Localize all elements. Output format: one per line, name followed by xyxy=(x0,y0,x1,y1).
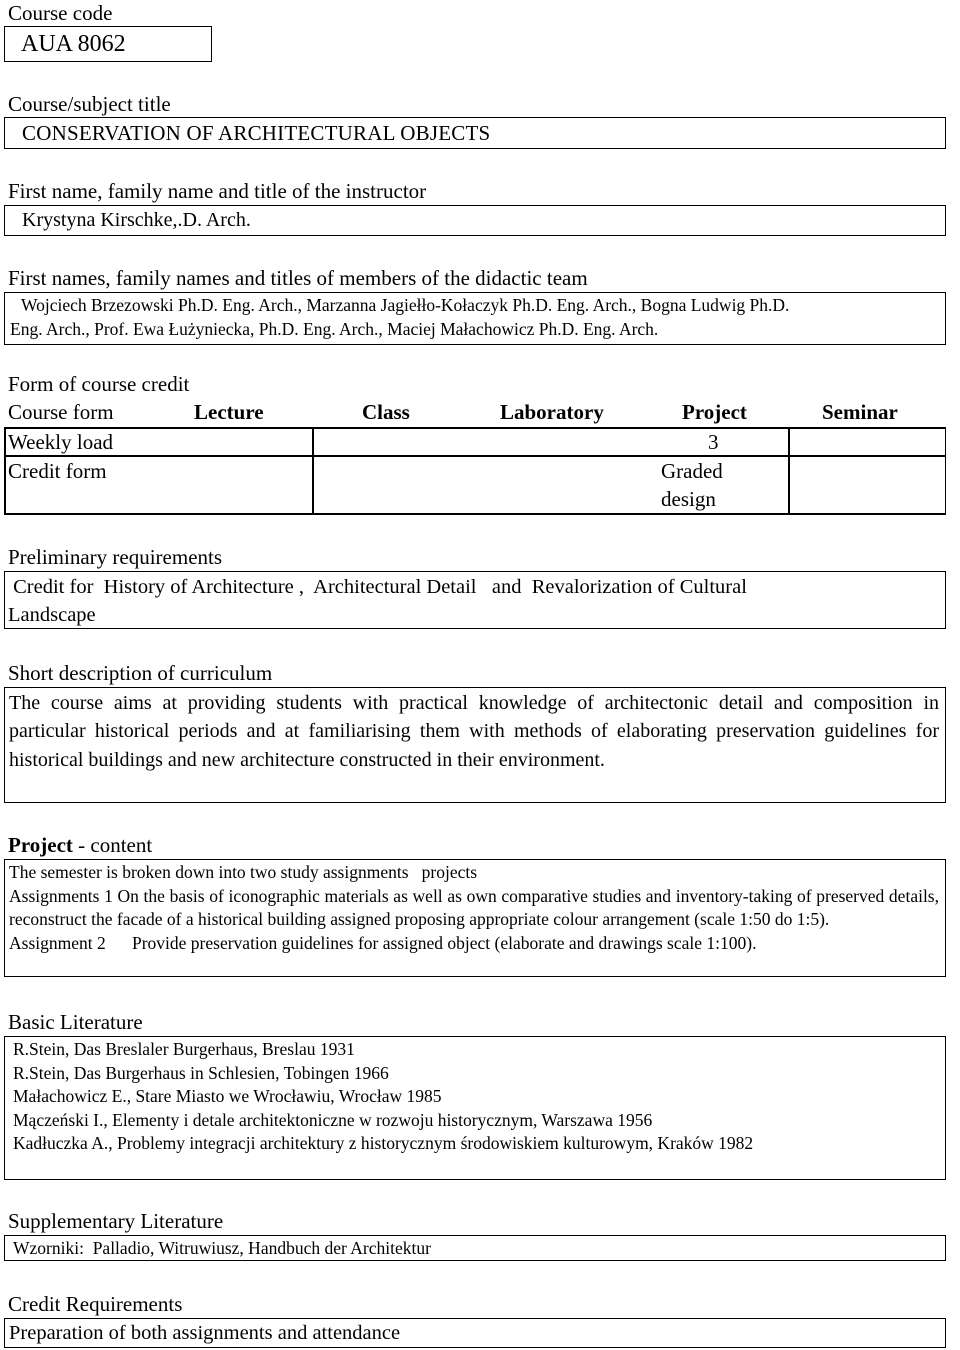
course-form-table xyxy=(0,398,960,515)
basic-lit-item-5: Kadłuczka A., Problemy integracji architektury z historycznym środowiskiem kulturowym, Kraków 1982 xyxy=(13,1133,754,1153)
laboratory-header: Laboratory xyxy=(500,400,604,424)
team-line-2: Eng. Arch., Prof. Ewa Łużyniecka, Ph.D. Eng. Arch., Maciej Małachowicz Ph.D. Eng. Arch. xyxy=(10,319,659,339)
supp-lit-label: Supplementary Literature xyxy=(8,1209,224,1233)
curriculum-label: Short description of curriculum xyxy=(8,661,273,685)
basic-lit-label: Basic Literature xyxy=(8,1010,143,1034)
table-line xyxy=(4,455,946,457)
credit-req-box xyxy=(4,1318,946,1348)
basic-lit-item-2: R.Stein, Das Burgerhaus in Schlesien, Tobingen 1966 xyxy=(13,1062,389,1083)
team-box xyxy=(4,292,946,345)
project-content-label-bold: Project xyxy=(8,833,73,857)
course-code-box xyxy=(4,26,212,62)
class-header: Class xyxy=(362,400,410,424)
curriculum-text: The course aims at providing students with practical knowledge of architectonic detail and composition in particular historical periods and at familiarising them with methods of elaborating preservation guidelines for historical buildings and new architecture constructed in their environment. xyxy=(9,692,939,771)
course-form-header: Course form xyxy=(8,400,114,424)
course-title-value: CONSERVATION OF ARCHITECTURAL OBJECTS xyxy=(22,121,491,145)
curriculum-box xyxy=(4,687,946,803)
credit-form-row-label: Credit form xyxy=(8,459,107,483)
basic-lit-item-4: Mączeński I., Elementy i detale architektoniczne w rozwoju historycznym, Warszawa 1956 xyxy=(13,1109,653,1130)
table-line xyxy=(4,427,946,429)
credit-form-label: Form of course credit xyxy=(8,372,190,396)
project-content-p3: Assignment 2 Provide preservation guidelines for assigned object (elaborate and drawings scale 1:100). xyxy=(9,932,757,953)
supp-lit-text: Wzorniki: Palladio, Witruwiusz, Handbuch der Architektur xyxy=(13,1238,431,1258)
course-title-label: Course/subject title xyxy=(8,92,171,116)
project-header: Project xyxy=(682,400,747,424)
project-content-p2: Assignments 1 On the basis of iconographic materials as well as own comparative studies and inventory-taking of preserved details, reconstruct the facade of a historical building assigned proposing appropriate colour arrangement (scale 1:50 do 1:5). xyxy=(9,885,939,929)
seminar-header: Seminar xyxy=(822,400,898,424)
table-line xyxy=(4,427,6,514)
basic-lit-box xyxy=(4,1036,946,1180)
weekly-load-label: Weekly load xyxy=(8,430,114,454)
project-content-box xyxy=(4,859,946,977)
instructor-box xyxy=(4,205,946,236)
prelim-line-1: Credit for History of Architecture , Architectural Detail and Revalorization of Cultural xyxy=(8,576,747,598)
table-line xyxy=(945,427,947,514)
team-line-1: Wojciech Brzezowski Ph.D. Eng. Arch., Marzanna Jagiełło-Kołaczyk Ph.D. Eng. Arch., Bogna Ludwig Ph.D. xyxy=(21,295,790,315)
prelim-label: Preliminary requirements xyxy=(8,545,223,569)
team-label: First names, family names and titles of members of the didactic team xyxy=(8,266,588,290)
instructor-value: Krystyna Kirschke,.D. Arch. xyxy=(22,209,251,231)
table-line xyxy=(312,427,314,514)
project-content-p1: The semester is broken down into two study assignments projects xyxy=(9,862,478,882)
weekly-load-project-value: 3 xyxy=(708,430,719,454)
credit-form-project-line1: Graded xyxy=(661,459,723,483)
course-code-value: AUA 8062 xyxy=(21,31,126,57)
project-content-label-rest: - content xyxy=(72,833,153,857)
credit-req-label: Credit Requirements xyxy=(8,1292,183,1316)
prelim-line-2: Landscape xyxy=(8,604,101,626)
instructor-label: First name, family name and title of the instructor xyxy=(8,179,427,203)
basic-lit-item-3: Małachowicz E., Stare Miasto we Wrocławiu, Wrocław 1985 xyxy=(13,1086,442,1106)
credit-form-project-line2: design xyxy=(661,487,716,511)
supp-lit-box xyxy=(4,1235,946,1261)
project-content-label xyxy=(8,832,152,858)
table-line xyxy=(4,513,946,515)
basic-lit-item-1: R.Stein, Das Breslaler Burgerhaus, Breslau 1931 xyxy=(13,1039,355,1059)
course-code-label: Course code xyxy=(8,1,113,25)
course-title-box xyxy=(4,117,946,149)
prelim-box xyxy=(4,571,946,629)
table-line xyxy=(788,427,790,514)
lecture-header: Lecture xyxy=(194,400,264,424)
credit-req-text: Preparation of both assignments and attendance xyxy=(9,1322,401,1344)
